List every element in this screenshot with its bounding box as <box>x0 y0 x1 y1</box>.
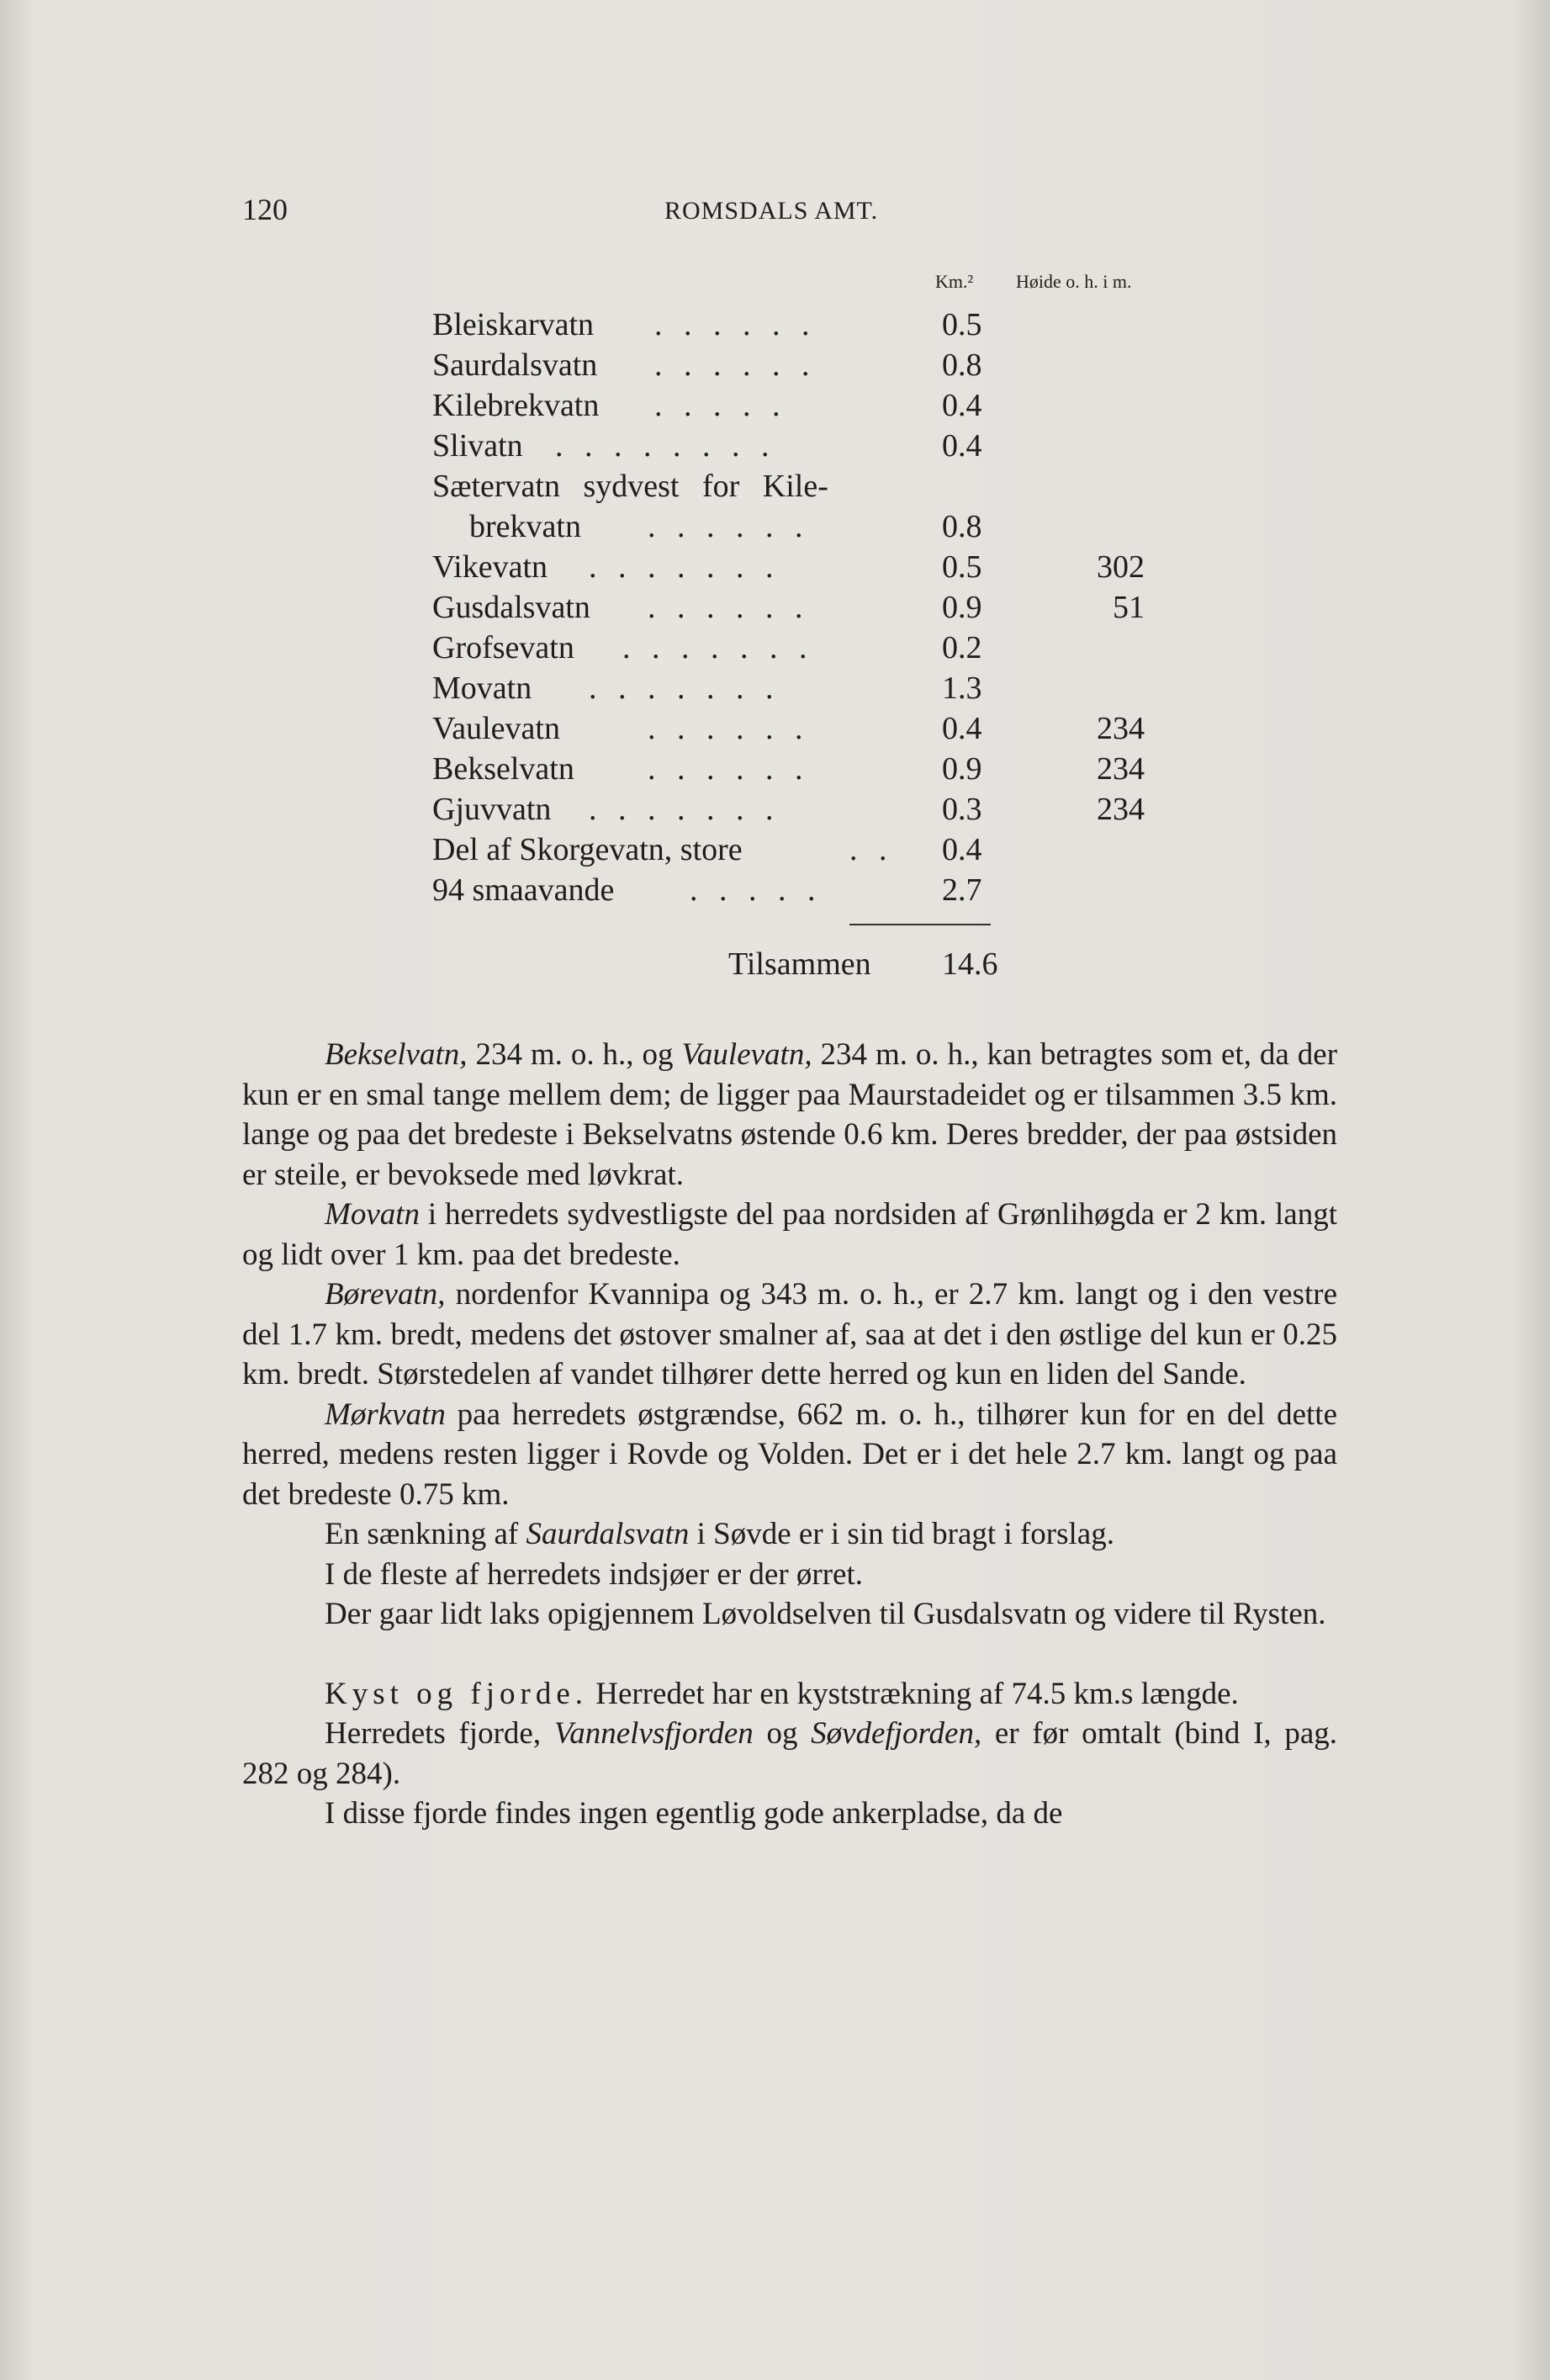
leader-dots: . . . . . . <box>648 751 810 787</box>
body-text <box>242 1035 1337 1834</box>
area-value: 0.8 <box>942 347 982 383</box>
lake-name: Vikevatn <box>432 549 548 585</box>
paragraph <box>242 1195 1337 1275</box>
leader-dots: . . . . . . . <box>589 549 780 585</box>
lake-name: Grofsevatn <box>432 630 574 665</box>
lake-name: Gusdalsvatn <box>432 590 590 625</box>
table-row <box>0 508 1550 549</box>
leader-dots: . . . . . . . <box>589 792 780 827</box>
column-header-km: Km.² <box>935 271 974 292</box>
lake-name-italic: Mørkvatn <box>325 1397 446 1432</box>
lake-name: Slivatn <box>432 428 523 464</box>
area-value: 0.5 <box>942 307 982 342</box>
leader-dots: . . . . . . <box>654 307 817 342</box>
height-value: 302 <box>1097 549 1145 585</box>
lake-name: Sætervatn sydvest for Kile- <box>432 469 828 504</box>
total-value: 14.6 <box>942 946 998 982</box>
paragraph <box>242 1514 1337 1555</box>
paragraph <box>242 1275 1337 1395</box>
leader-dots: . . . . . . <box>654 347 817 383</box>
table-row <box>0 710 1550 750</box>
leader-dots: . . . . . . <box>648 590 810 625</box>
table-row <box>0 589 1550 629</box>
table-row <box>0 427 1550 468</box>
text-run: En sænkning af <box>325 1517 526 1551</box>
table-row <box>0 549 1550 589</box>
area-value: 0.3 <box>942 792 982 827</box>
text-run: er før omtalt (bind I, pag. 282 og 284). <box>242 1716 1338 1791</box>
leader-dots: . . . . . <box>690 872 823 908</box>
lake-name-italic: Saurdalsvatn <box>526 1517 690 1551</box>
table-row <box>0 629 1550 670</box>
text-run: 234 m. o. h., og <box>467 1037 682 1072</box>
lake-name: Saurdalsvatn <box>432 347 598 383</box>
table-row <box>0 306 1550 347</box>
lake-name: brekvatn <box>469 509 581 544</box>
area-value: 0.9 <box>942 751 982 787</box>
column-header-height: Høide o. h. i m. <box>1016 271 1132 292</box>
text-run: paa herredets østgrændse, 662 m. o. h., tilhører kun for en del dette herred, medens resten ligger i Rovde og Volden. Det er i det hele 2.7 km. langt og paa det bredeste 0.75 km. <box>242 1397 1337 1512</box>
running-header: ROMSDALS AMT. <box>664 197 879 225</box>
lake-name-italic: Børevatn, <box>325 1277 446 1312</box>
area-value: 0.5 <box>942 549 982 585</box>
leader-dots: . . . . . . <box>648 711 810 746</box>
area-value: 0.4 <box>942 428 982 464</box>
sum-rule <box>849 924 991 925</box>
lake-name: Vaulevatn <box>432 711 560 746</box>
height-value: 234 <box>1097 792 1145 827</box>
area-value: 0.4 <box>942 388 982 423</box>
section-heading: Kyst og fjorde. <box>325 1676 588 1711</box>
table-row <box>0 347 1550 387</box>
height-value: 234 <box>1097 711 1145 746</box>
area-value: 0.4 <box>942 832 982 867</box>
area-value: 1.3 <box>942 671 982 706</box>
paragraph: I de fleste af herredets indsjøer er der ørret. <box>325 1556 863 1592</box>
leader-dots: . . . . . . <box>648 509 810 544</box>
area-value: 0.4 <box>942 711 982 746</box>
lake-name: Gjuvvatn <box>432 792 552 827</box>
leader-dots: . . . . . . . . <box>555 428 776 464</box>
lake-name-italic: Bekselvatn, <box>325 1037 468 1072</box>
text-run: nordenfor Kvannipa og 343 m. o. h., er 2.7 km. langt og i den vestre del 1.7 km. bredt, medens det østover smalner af, saa at det i den østlige del kun er 0.25 km. bredt. Størstedelen af vandet tilhører dette herred og kun en liden del Sande. <box>242 1277 1337 1391</box>
text-run: Herredets fjorde, <box>325 1716 554 1751</box>
fjord-name-italic: Vannelvsfjorden <box>553 1716 754 1751</box>
text-run: Herredet har en kyststrækning af 74.5 km.s længde. <box>588 1676 1239 1711</box>
paragraph <box>242 1395 1337 1515</box>
fjord-name-italic: Søvdefjorden, <box>811 1716 982 1751</box>
leader-dots: . . . . . . . <box>589 671 780 706</box>
table-row <box>0 872 1550 912</box>
paragraph: Der gaar lidt laks opigjennem Løvoldselven til Gusdalsvatn og videre til Rysten. <box>325 1597 1326 1631</box>
lake-name: Movatn <box>432 671 532 706</box>
leader-dots: . . <box>849 832 894 867</box>
text-run: 234 m. o. h., kan betragtes som et, da der kun er en smal tange mellem dem; de ligger paa Maurstadeidet og er tilsammen 3.5 km. lange og paa det bredeste i Bekselvatns østende 0.6 km. Deres bredder, der paa østsiden er steile, er bevoksede med løvkrat. <box>242 1037 1338 1192</box>
table-row <box>0 468 1550 508</box>
table-row <box>0 831 1550 872</box>
text-run: i herredets sydvestligste del paa nordsiden af Grønlihøgda er 2 km. langt og lidt over 1 km. paa det bredeste. <box>242 1197 1337 1272</box>
lake-name: Bekselvatn <box>432 751 574 787</box>
page-number: 120 <box>242 193 288 226</box>
table-row <box>0 750 1550 791</box>
table-row <box>0 791 1550 831</box>
area-value: 0.8 <box>942 509 982 544</box>
leader-dots: . . . . . <box>654 388 787 423</box>
lake-name: Kilebrekvatn <box>432 388 600 423</box>
paragraph <box>242 1674 1337 1715</box>
leader-dots: . . . . . . . <box>622 630 814 665</box>
text-run: i Søvde er i sin tid bragt i forslag. <box>689 1517 1114 1551</box>
height-value: 51 <box>1113 590 1145 625</box>
table-row <box>0 387 1550 427</box>
area-value: 2.7 <box>942 872 982 908</box>
paragraph: I disse fjorde findes ingen egentlig gode ankerpladse, da de <box>325 1796 1063 1831</box>
lake-name: 94 smaavande <box>432 872 615 908</box>
paragraph <box>242 1714 1337 1794</box>
lake-name: Del af Skorgevatn, store <box>432 832 743 867</box>
height-value: 234 <box>1097 751 1145 787</box>
lake-name-italic: Vaulevatn, <box>681 1037 812 1072</box>
table-row <box>0 670 1550 710</box>
paragraph <box>242 1035 1337 1195</box>
area-value: 0.9 <box>942 590 982 625</box>
lake-name-italic: Movatn <box>325 1197 421 1232</box>
lake-name: Bleiskarvatn <box>432 307 595 342</box>
total-label: Tilsammen <box>728 946 871 982</box>
area-value: 0.2 <box>942 630 982 665</box>
text-run: og <box>753 1716 812 1751</box>
